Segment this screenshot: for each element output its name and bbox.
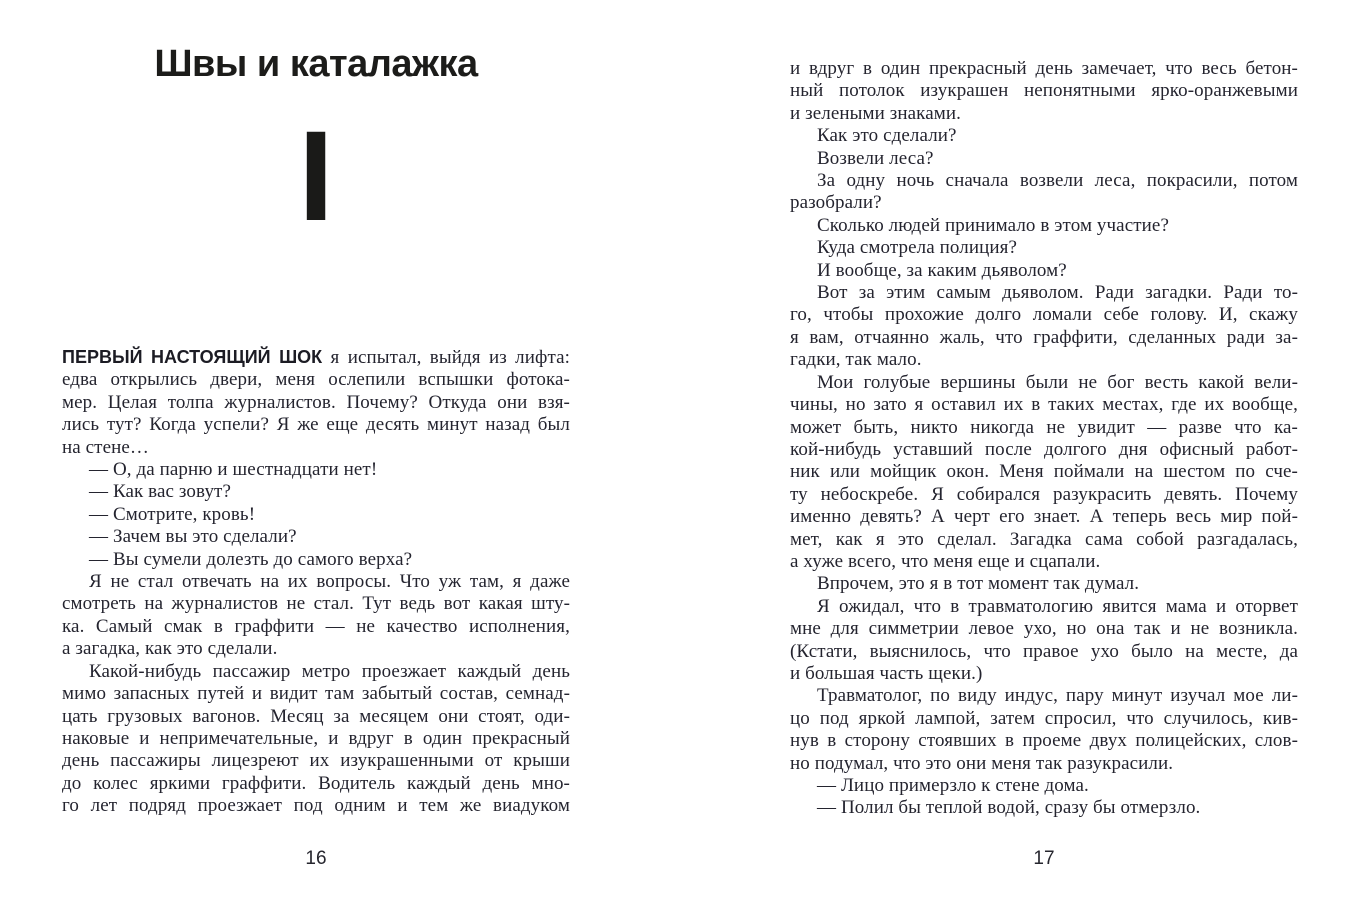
- text-line: И вообще, за каким дьяволом?: [817, 259, 1067, 281]
- text-line: Вот за этим самым дьяволом. Ради загадки. Ради то-: [817, 282, 1298, 304]
- text-line: (Кстати, выяснилось, что правое ухо было на месте, да: [790, 640, 1298, 662]
- text-line: разобрали?: [790, 192, 882, 214]
- text-line: мне для симметрии левое ухо, но она так и не возникла.: [790, 618, 1298, 640]
- text-line: мет, как я это сделал. Загадка сама собой разгадалась,: [790, 528, 1298, 550]
- text-line: — Смотрите, кровь!: [89, 503, 256, 525]
- text-line: именно девять? А черт его знает. А теперь весь мир пой-: [790, 506, 1298, 528]
- text-line: на стене…: [62, 436, 150, 458]
- text-line: и вдруг в один прекрасный день замечает, что весь бетон-: [790, 58, 1298, 79]
- text-line: ник или мойщик окон. Меня поймали на шестом по сче-: [790, 461, 1298, 483]
- text-line: наковые и непримечательные, и вдруг в один прекрасный: [62, 727, 570, 749]
- text-line: но подумал, что это они меня так разукрасили.: [790, 752, 1174, 774]
- text-line: — Полил бы теплой водой, сразу бы отмерзло.: [817, 797, 1201, 819]
- text-line: Мои голубые вершины были не бог весть какой вели-: [817, 371, 1298, 393]
- text-line: Как это сделали?: [817, 125, 957, 147]
- text-line: — Зачем вы это сделали?: [89, 526, 297, 548]
- text-line: Впрочем, это я в тот момент так думал.: [817, 573, 1140, 595]
- text-line: Я ожидал, что в травматологию явится мама и оторвет: [817, 595, 1298, 617]
- text-line: лись тут? Когда успели? Я же еще десять минут назад был: [62, 414, 570, 436]
- text-line: ка. Самый смак в граффити — не качество исполнения,: [62, 615, 570, 637]
- text-line: едва открылись двери, меня ослепили вспышки фотока-: [62, 369, 570, 391]
- text-line: Возвели леса?: [817, 147, 934, 169]
- page-number-left: 16: [305, 848, 327, 869]
- text-line: мимо запасных путей и видит там забытый состав, семнад-: [62, 683, 570, 705]
- text-line: Я не стал отвечать на их вопросы. Что уж там, я даже: [89, 571, 570, 593]
- text-line: гадки, так мало.: [790, 349, 922, 371]
- text-line: — Лицо примерзло к стене дома.: [817, 775, 1089, 796]
- text-line: ПЕРВЫЙ НАСТОЯЩИЙ ШОК я испытал, выйдя из лифта:: [62, 347, 570, 368]
- text-line: день пассажиры лицезреют их изукрашенными от крыши: [62, 750, 570, 772]
- text-line: Травматолог, по виду индус, пару минут изучал мое ли-: [817, 685, 1298, 707]
- text-line: го, чтобы прохожие долго ломали себе голову. И, скажу: [790, 304, 1298, 326]
- text-line: и зелеными знаками.: [790, 102, 961, 124]
- text-line: — Как вас зовут?: [89, 481, 231, 503]
- text-line: Какой-нибудь пассажир метро проезжает каждый день: [89, 660, 570, 682]
- text-line: смотреть на журналистов не стал. Тут ведь вот какая шту-: [62, 593, 570, 615]
- chapter-numeral: I: [298, 105, 334, 248]
- text-line: может быть, никто никогда не увидит — разве что ка-: [790, 416, 1298, 438]
- text-line: Сколько людей принимало в этом участие?: [817, 214, 1169, 236]
- text-line: мер. Целая толпа журналистов. Почему? Откуда они взя-: [62, 391, 570, 413]
- text-line: цо под яркой лампой, затем спросил, что случилось, кив-: [790, 707, 1298, 729]
- text-line: ту небоскребе. Я собирался разукрасить девять. Почему: [790, 483, 1298, 505]
- text-line: и большая часть щеки.): [790, 662, 983, 684]
- page-left: [62, 0, 570, 912]
- text-line: Куда смотрела полиция?: [817, 237, 1018, 259]
- text-line: а хуже всего, что меня еще и сцапали.: [790, 550, 1101, 572]
- left-page-body-text: [62, 346, 570, 818]
- text-line: го лет подряд проезжает под одним и тем же виадуком: [62, 795, 570, 817]
- text-line: кой-нибудь уставший после долгого дня офисный работ-: [790, 438, 1298, 460]
- page-number-right: 17: [1033, 848, 1055, 869]
- chapter-title: Швы и каталажка: [154, 43, 478, 85]
- text-line: я вам, отчаянно жаль, что граффити, сделанных ради за-: [790, 326, 1298, 348]
- text-line: За одну ночь сначала возвели леса, покрасили, потом: [817, 170, 1298, 192]
- text-line: нув в сторону стоявших в проеме двух полицейских, слов-: [790, 730, 1298, 752]
- text-line: — Вы сумели долезть до самого верха?: [89, 548, 413, 570]
- text-line: ный потолок изукрашен непонятными ярко-оранжевыми: [790, 80, 1298, 102]
- page-right: [790, 0, 1298, 912]
- right-page-body-text: [790, 58, 1298, 820]
- paragraph-lead-in: ПЕРВЫЙ НАСТОЯЩИЙ ШОК: [62, 347, 323, 367]
- text-line: — О, да парню и шестнадцати нет!: [89, 459, 378, 481]
- text-line: а загадка, как это сделали.: [62, 638, 278, 660]
- text-line: цать грузовых вагонов. Месяц за месяцем они стоят, оди-: [62, 705, 570, 727]
- text-line: до колес яркими граффити. Водитель каждый день мно-: [62, 772, 570, 794]
- text-line: чины, но зато я оставил их в таких местах, где их вообще,: [790, 394, 1298, 416]
